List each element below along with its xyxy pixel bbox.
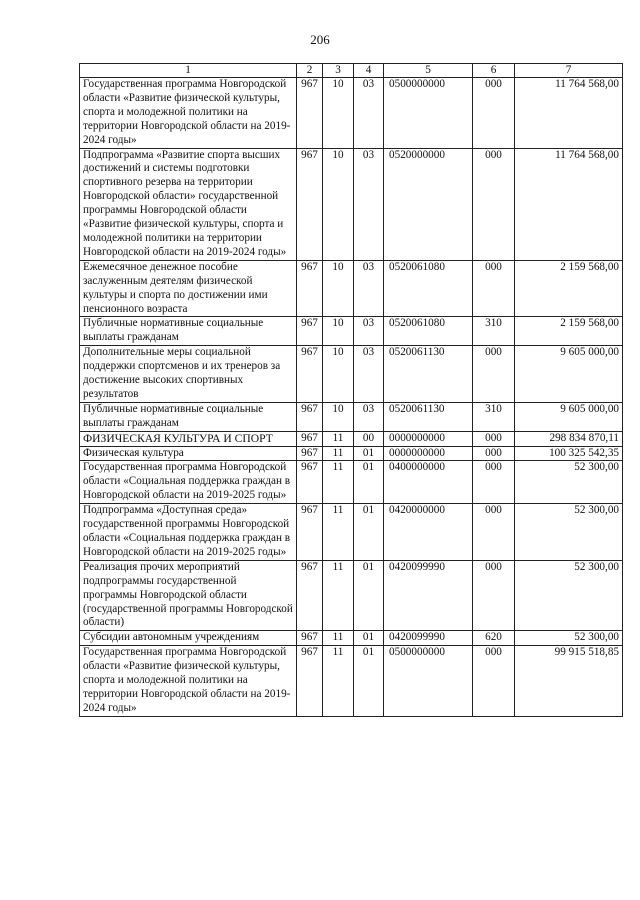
subsection-code-cell: 00 bbox=[354, 431, 384, 446]
amount-cell: 52 300,00 bbox=[515, 504, 623, 561]
subsection-code-cell: 01 bbox=[354, 560, 384, 631]
expense-type-cell: 000 bbox=[473, 148, 515, 260]
section-code-cell: 11 bbox=[323, 631, 354, 646]
section-code-cell: 10 bbox=[323, 346, 354, 403]
section-code-cell: 10 bbox=[323, 260, 354, 317]
amount-cell: 9 605 000,00 bbox=[515, 346, 623, 403]
expense-type-cell: 310 bbox=[473, 402, 515, 431]
amount-cell: 11 764 568,00 bbox=[515, 148, 623, 260]
row-name-cell: Публичные нормативные социальные выплаты гражданам bbox=[80, 317, 297, 346]
target-code-cell: 0420099990 bbox=[384, 631, 473, 646]
ministry-code-cell: 967 bbox=[297, 317, 323, 346]
row-name-cell: Подпрограмма «Доступная среда» государственной программы Новгородской области «Социальная поддержка граждан в Новгородской области на 2019-2025 годы» bbox=[80, 504, 297, 561]
header-cell: 7 bbox=[515, 64, 623, 78]
subsection-code-cell: 03 bbox=[354, 346, 384, 403]
row-name-cell: ФИЗИЧЕСКАЯ КУЛЬТУРА И СПОРТ bbox=[80, 431, 297, 446]
subsection-code-cell: 01 bbox=[354, 461, 384, 504]
row-name-cell: Субсидии автономным учреждениям bbox=[80, 631, 297, 646]
table-row bbox=[80, 446, 623, 461]
section-code-cell: 11 bbox=[323, 646, 354, 717]
amount-cell: 11 764 568,00 bbox=[515, 78, 623, 149]
section-code-cell: 10 bbox=[323, 317, 354, 346]
target-code-cell: 0520000000 bbox=[384, 148, 473, 260]
target-code-cell: 0400000000 bbox=[384, 461, 473, 504]
expense-type-cell: 000 bbox=[473, 260, 515, 317]
target-code-cell: 0520061130 bbox=[384, 402, 473, 431]
header-cell: 4 bbox=[354, 64, 384, 78]
amount-cell: 2 159 568,00 bbox=[515, 260, 623, 317]
row-name-cell: Подпрограмма «Развитие спорта высших достижений и системы подготовки спортивного резерва на территории Новгородской области» государственной программы Новгородской области «Развитие физической культуры, спорта и молодежной политики на территории Новгородской области на 2019-2024 годы» bbox=[80, 148, 297, 260]
target-code-cell: 0500000000 bbox=[384, 78, 473, 149]
subsection-code-cell: 03 bbox=[354, 78, 384, 149]
section-code-cell: 10 bbox=[323, 148, 354, 260]
row-name-cell: Государственная программа Новгородской области «Развитие физической культуры, спорта и молодежной политики на территории Новгородской области на 2019-2024 годы» bbox=[80, 78, 297, 149]
expense-type-cell: 000 bbox=[473, 78, 515, 149]
target-code-cell: 0520061130 bbox=[384, 346, 473, 403]
amount-cell: 298 834 870,11 bbox=[515, 431, 623, 446]
target-code-cell: 0420099990 bbox=[384, 560, 473, 631]
ministry-code-cell: 967 bbox=[297, 402, 323, 431]
ministry-code-cell: 967 bbox=[297, 346, 323, 403]
expense-type-cell: 000 bbox=[473, 461, 515, 504]
table-row bbox=[80, 346, 623, 403]
ministry-code-cell: 967 bbox=[297, 78, 323, 149]
page-number: 206 bbox=[310, 32, 330, 47]
section-code-cell: 11 bbox=[323, 446, 354, 461]
section-code-cell: 11 bbox=[323, 431, 354, 446]
table-row bbox=[80, 560, 623, 631]
row-name-cell: Публичные нормативные социальные выплаты гражданам bbox=[80, 402, 297, 431]
section-code-cell: 10 bbox=[323, 78, 354, 149]
amount-cell: 100 325 542,35 bbox=[515, 446, 623, 461]
target-code-cell: 0520061080 bbox=[384, 317, 473, 346]
ministry-code-cell: 967 bbox=[297, 431, 323, 446]
target-code-cell: 0000000000 bbox=[384, 446, 473, 461]
section-code-cell: 10 bbox=[323, 402, 354, 431]
ministry-code-cell: 967 bbox=[297, 646, 323, 717]
target-code-cell: 0500000000 bbox=[384, 646, 473, 717]
expense-type-cell: 000 bbox=[473, 560, 515, 631]
header-cell: 6 bbox=[473, 64, 515, 78]
row-name-cell: Физическая культура bbox=[80, 446, 297, 461]
header-cell: 3 bbox=[323, 64, 354, 78]
target-code-cell: 0000000000 bbox=[384, 431, 473, 446]
row-name-cell: Ежемесячное денежное пособие заслуженным деятелям физической культуры и спорта по достижении ими пенсионного возраста bbox=[80, 260, 297, 317]
table-row bbox=[80, 148, 623, 260]
table-header-row bbox=[80, 64, 623, 78]
expense-type-cell: 000 bbox=[473, 446, 515, 461]
row-name-cell: Государственная программа Новгородской области «Социальная поддержка граждан в Новгородской области на 2019-2025 годы» bbox=[80, 461, 297, 504]
expense-type-cell: 000 bbox=[473, 431, 515, 446]
expense-type-cell: 310 bbox=[473, 317, 515, 346]
ministry-code-cell: 967 bbox=[297, 461, 323, 504]
subsection-code-cell: 01 bbox=[354, 446, 384, 461]
table-row bbox=[80, 461, 623, 504]
subsection-code-cell: 03 bbox=[354, 260, 384, 317]
budget-table bbox=[79, 63, 623, 717]
section-code-cell: 11 bbox=[323, 504, 354, 561]
amount-cell: 99 915 518,85 bbox=[515, 646, 623, 717]
amount-cell: 52 300,00 bbox=[515, 461, 623, 504]
target-code-cell: 0520061080 bbox=[384, 260, 473, 317]
expense-type-cell: 620 bbox=[473, 631, 515, 646]
ministry-code-cell: 967 bbox=[297, 148, 323, 260]
amount-cell: 2 159 568,00 bbox=[515, 317, 623, 346]
row-name-cell: Дополнительные меры социальной поддержки спортсменов и их тренеров за достижение высоких спортивных результатов bbox=[80, 346, 297, 403]
subsection-code-cell: 01 bbox=[354, 631, 384, 646]
expense-type-cell: 000 bbox=[473, 346, 515, 403]
table-row bbox=[80, 260, 623, 317]
table-row bbox=[80, 646, 623, 717]
table-row bbox=[80, 431, 623, 446]
table-row bbox=[80, 78, 623, 149]
subsection-code-cell: 03 bbox=[354, 148, 384, 260]
ministry-code-cell: 967 bbox=[297, 446, 323, 461]
amount-cell: 52 300,00 bbox=[515, 560, 623, 631]
expense-type-cell: 000 bbox=[473, 504, 515, 561]
section-code-cell: 11 bbox=[323, 560, 354, 631]
table-row bbox=[80, 317, 623, 346]
table-row bbox=[80, 631, 623, 646]
expense-type-cell: 000 bbox=[473, 646, 515, 717]
ministry-code-cell: 967 bbox=[297, 260, 323, 317]
amount-cell: 9 605 000,00 bbox=[515, 402, 623, 431]
subsection-code-cell: 03 bbox=[354, 317, 384, 346]
header-cell: 1 bbox=[80, 64, 297, 78]
amount-cell: 52 300,00 bbox=[515, 631, 623, 646]
subsection-code-cell: 01 bbox=[354, 646, 384, 717]
row-name-cell: Реализация прочих мероприятий подпрограммы государственной программы Новгородской области (государственной программы Новгородской области) bbox=[80, 560, 297, 631]
ministry-code-cell: 967 bbox=[297, 631, 323, 646]
table-row bbox=[80, 402, 623, 431]
row-name-cell: Государственная программа Новгородской области «Развитие физической культуры, спорта и молодежной политики на территории Новгородской области на 2019-2024 годы» bbox=[80, 646, 297, 717]
subsection-code-cell: 03 bbox=[354, 402, 384, 431]
header-cell: 2 bbox=[297, 64, 323, 78]
ministry-code-cell: 967 bbox=[297, 560, 323, 631]
table-row bbox=[80, 504, 623, 561]
subsection-code-cell: 01 bbox=[354, 504, 384, 561]
ministry-code-cell: 967 bbox=[297, 504, 323, 561]
target-code-cell: 0420000000 bbox=[384, 504, 473, 561]
header-cell: 5 bbox=[384, 64, 473, 78]
section-code-cell: 11 bbox=[323, 461, 354, 504]
table-body bbox=[80, 64, 623, 717]
